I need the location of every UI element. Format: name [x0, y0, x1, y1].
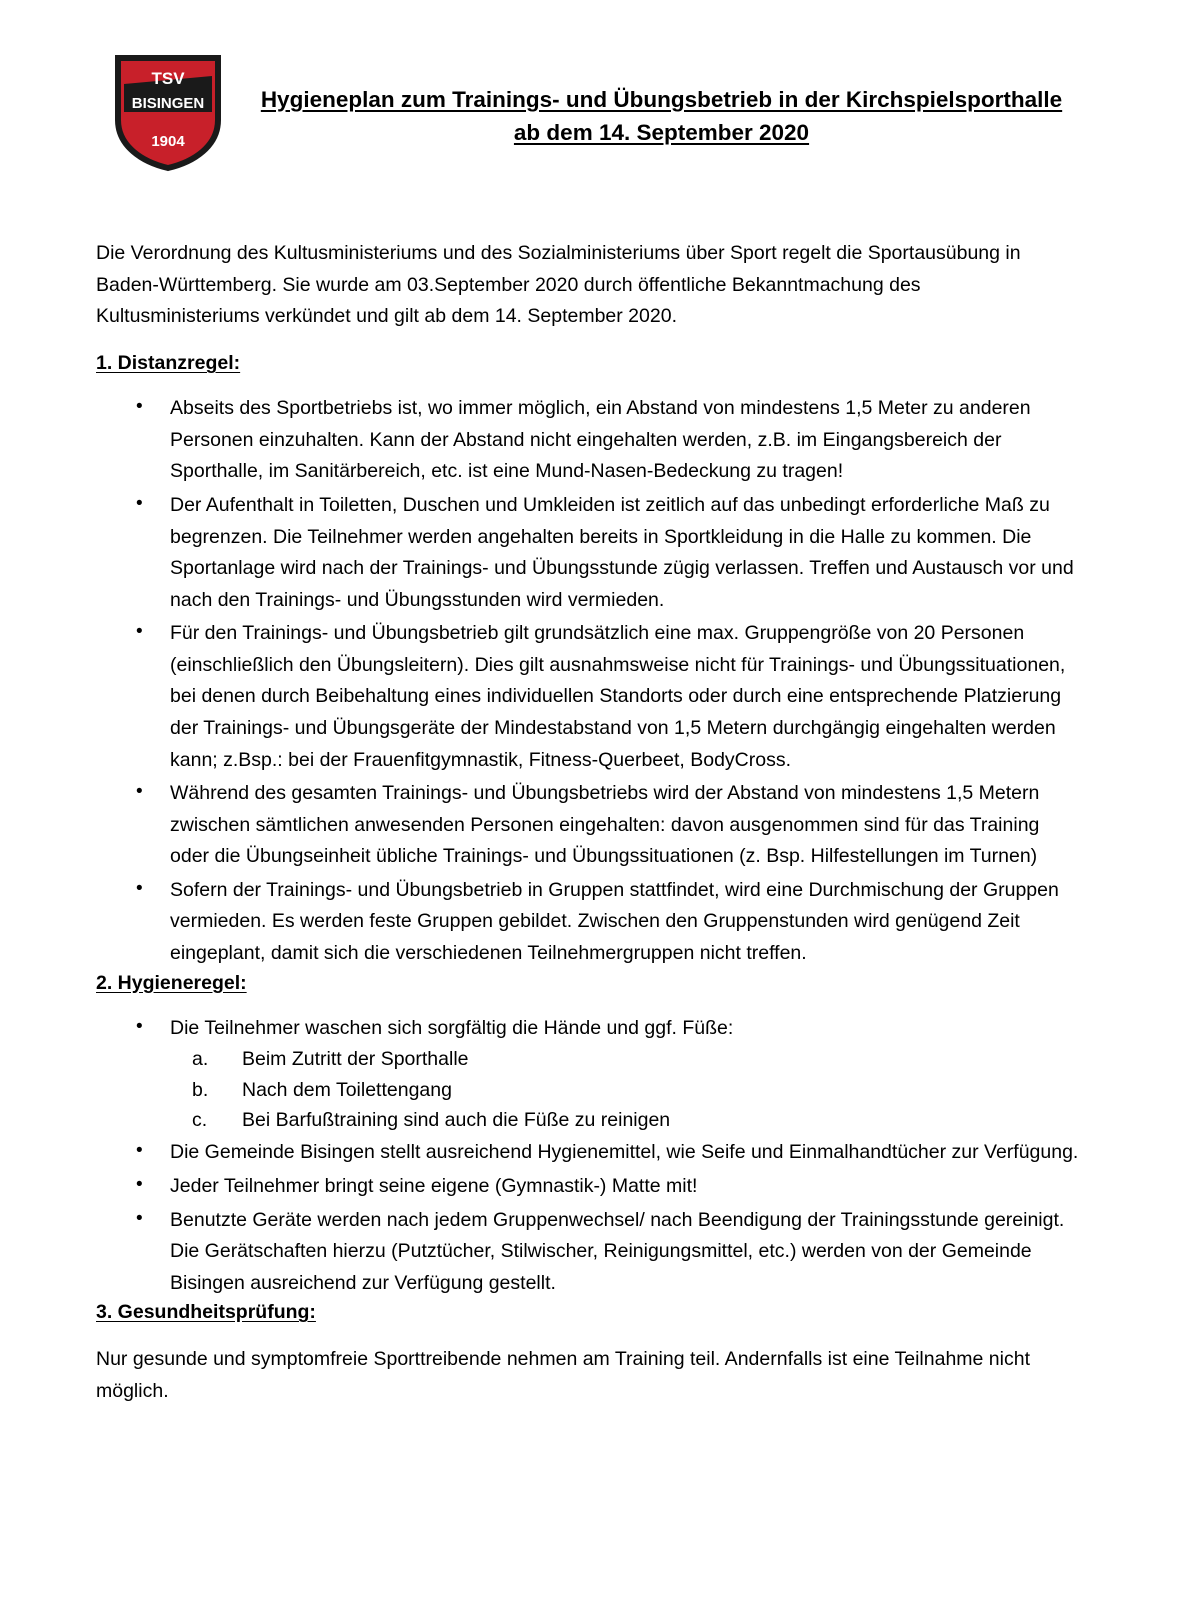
distanzregel-list	[96, 393, 1083, 969]
list-item: • Die Gemeinde Bisingen stellt ausreichend Hygienemittel, wie Seife und Einmalhandtücher zur Verfügung.	[96, 1137, 1083, 1169]
list-item: • Während des gesamten Trainings- und Übungsbetriebs wird der Abstand von mindestens 1,5 Metern zwischen sämtlichen anwesenden Personen eingehalten: davon ausgenommen sind für das Training oder die Übungseinheit übliche Trainings- und Übungssituationen (z. Bsp. Hilfestellungen im Turnen)	[96, 778, 1083, 873]
list-item-text: Bei Barfußtraining sind auch die Füße zu reinigen	[242, 1109, 671, 1132]
list-item: • Für den Trainings- und Übungsbetrieb gilt grundsätzlich eine max. Gruppengröße von 20 Personen (einschließlich den Übungsleitern). Dies gilt ausnahmsweise nicht für Trainings- und Übungssituationen, bei denen durch Beibehaltung eines individuellen Standorts oder durch eine entsprechende Platzierung der Trainings- und Übungsgeräte der Mindestabstand von 1,5 Metern durchgängig eingehalten werden kann; z.Bsp.: bei der Frauenfitgymnastik, Fitness-Querbeet, BodyCross.	[96, 618, 1083, 776]
list-item: • Sofern der Trainings- und Übungsbetrieb in Gruppen stattfindet, wird eine Durchmischung der Gruppen vermieden. Es werden feste Gruppen gebildet. Zwischen den Gruppenstunden wird genügend Zeit eingeplant, damit sich die verschiedenen Teilnehmergruppen nicht treffen.	[96, 875, 1083, 970]
list-item: • Jeder Teilnehmer bringt seine eigene (Gymnastik-) Matte mit!	[96, 1171, 1083, 1203]
list-marker: b.	[192, 1078, 209, 1101]
list-item: • Der Aufenthalt in Toiletten, Duschen und Umkleiden ist zeitlich auf das unbedingt erforderliche Maß zu begrenzen. Die Teilnehmer werden angehalten bereits in Sportkleidung in die Halle zu kommen. Die Sportanlage wird nach der Trainings- und Übungsstunde zügig verlassen. Treffen und Austausch vor und nach den Trainings- und Übungsstunden wird vermieden.	[96, 490, 1083, 616]
hygieneregel-list	[96, 1013, 1083, 1300]
list-item	[170, 1105, 1083, 1135]
svg-text:BISINGEN: BISINGEN	[131, 95, 205, 112]
list-item	[170, 1075, 1083, 1105]
section-heading-distanzregel: 1. Distanzregel:	[96, 352, 241, 375]
list-marker: c.	[192, 1109, 208, 1132]
gesundheitspruefung-paragraph: Nur gesunde und symptomfreie Sporttreibende nehmen am Training teil. Andernfalls ist eine Teilnahme nicht möglich.	[96, 1348, 1031, 1402]
intro-paragraph: Die Verordnung des Kultusministeriums und des Sozialministeriums über Sport regelt die Sportausübung in Baden-Württemberg. Sie wurde am 03.September 2020 durch öffentliche Bekanntmachung des Kultusministeriums verkündet und gilt ab dem 14. September 2020.	[96, 242, 1021, 328]
list-item-text: Beim Zutritt der Sporthalle	[242, 1048, 469, 1071]
list-item	[170, 1044, 1083, 1074]
page-title: Hygieneplan zum Trainings- und Übungsbetrieb in der Kirchspielsporthalle ab dem 14. September 2020	[260, 87, 1063, 145]
list-item-text: Nach dem Toilettengang	[242, 1078, 452, 1101]
section-heading-hygieneregel: 2. Hygieneregel:	[96, 971, 247, 994]
list-item	[96, 1013, 1083, 1136]
list-marker: a.	[192, 1048, 209, 1071]
tsv-bisingen-logo	[114, 54, 222, 172]
list-item: • Abseits des Sportbetriebs ist, wo immer möglich, ein Abstand von mindestens 1,5 Meter zu anderen Personen einzuhalten. Kann der Abstand nicht eingehalten werden, z.B. im Eingangsbereich der Sporthalle, im Sanitärbereich, etc. ist eine Mund-Nasen-Bedeckung zu tragen!	[96, 393, 1083, 488]
hygieneregel-sublist	[170, 1044, 1083, 1135]
document-header	[96, 48, 1083, 172]
list-item-text: Die Teilnehmer waschen sich sorgfältig die Hände und ggf. Füße:	[170, 1016, 734, 1039]
section-heading-gesundheitspruefung: 3. Gesundheitsprüfung:	[96, 1301, 316, 1324]
list-item: • Benutzte Geräte werden nach jedem Gruppenwechsel/ nach Beendigung der Trainingsstunde gereinigt. Die Gerätschaften hierzu (Putztücher, Stilwischer, Reinigungsmittel, etc.) werden von der Gemeinde Bisingen ausreichend zur Verfügung gestellt.	[96, 1205, 1083, 1300]
svg-text:1904: 1904	[151, 133, 185, 150]
svg-text:TSV: TSV	[151, 69, 185, 88]
